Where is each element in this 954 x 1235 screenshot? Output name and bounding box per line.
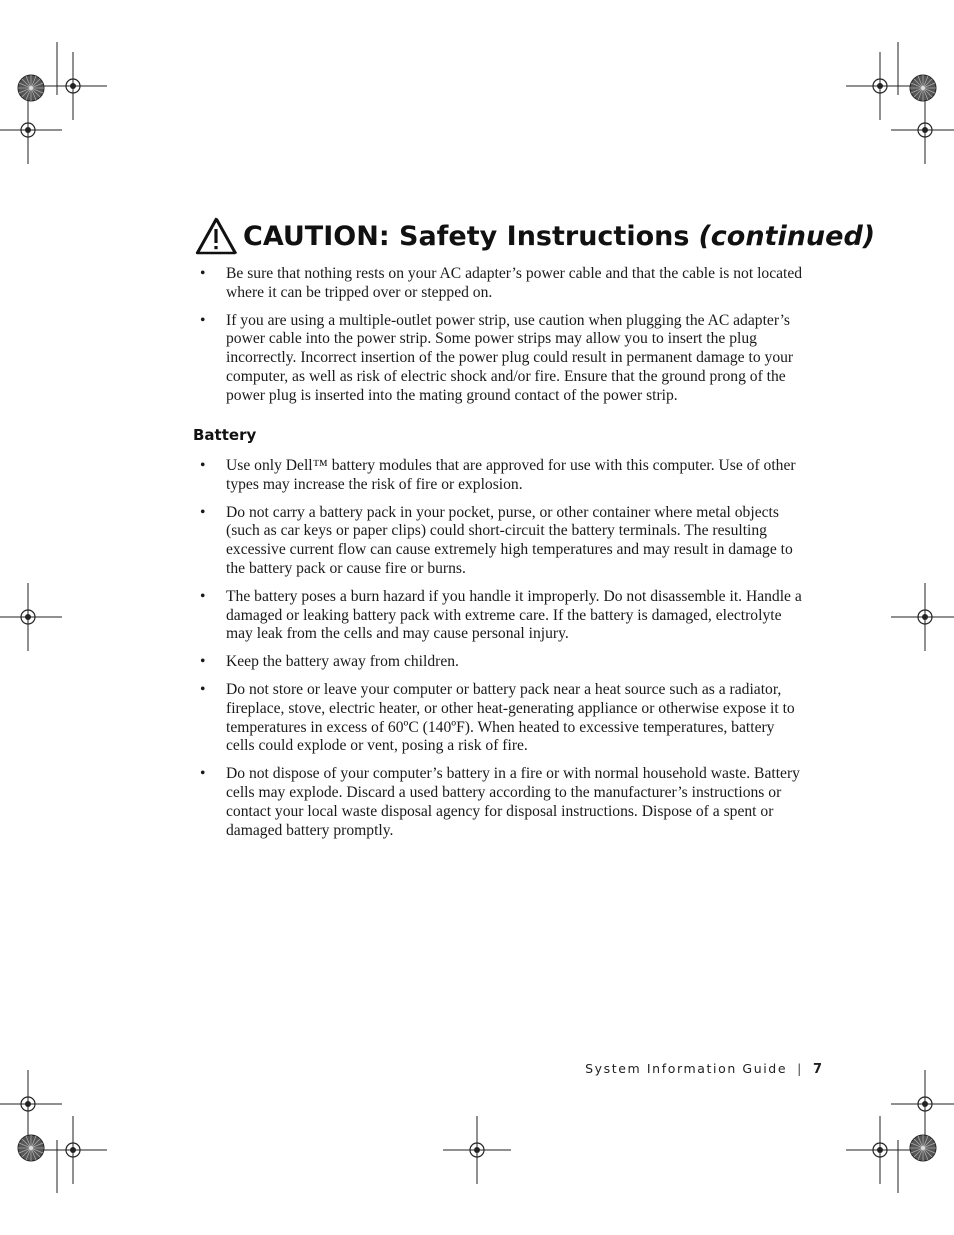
starburst-top-left [18,75,44,101]
starburst-top-right [910,75,936,101]
list-item: • Use only Dell™ battery modules that are approved for use with this computer. Use of other types may increase the risk of fire or explosion. [200,457,806,495]
crosshair-top-left [39,52,107,120]
list-item: • Do not store or leave your computer or battery pack near a heat source such as a radiator, fireplace, stove, electric heater, or other heat-generating appliance or otherwise expose it to temperatures in excess of 60ºC (140ºF). When heated to excessive temperatures, battery cells could explode or vent, posing a risk of fire. [200,681,806,756]
starburst-bottom-left [18,1135,44,1161]
crosshair-left-upper [0,96,62,164]
crosshair-left-middle [0,583,62,651]
list-item: • Be sure that nothing rests on your AC adapter’s power cable and that the cable is not located where it can be tripped over or stepped on. [200,265,806,303]
page-heading [195,214,895,258]
power-cable-bullets [200,265,806,415]
crosshair-right-middle [891,583,954,651]
list-item: • Keep the battery away from children. [200,653,806,672]
warning-triangle-icon [195,217,237,255]
footer-guide-title: System Information Guide [585,1061,788,1076]
list-item: • The battery poses a burn hazard if you handle it improperly. Do not disassemble it. Handle a damaged or leaking battery pack with extreme care. If the battery is damaged, electrolyte may leak from the cells and may cause personal injury. [200,588,806,644]
crosshair-bottom-right [846,1116,914,1184]
crosshair-right-upper [891,96,954,164]
crosshair-bottom-left [39,1116,107,1184]
battery-heading: Battery [193,426,257,444]
list-item: • If you are using a multiple-outlet power strip, use caution when plugging the AC adapter’s power cable into the power strip. Some power strips may allow you to insert the plug incorrectly. Incorrect insertion of the power plug could result in permanent damage to your computer, as well as risk of electric shock and/or fire. Ensure that the ground prong of the power plug is inserted into the mating ground contact of the power strip. [200,312,806,406]
list-item: • Do not carry a battery pack in your pocket, purse, or other container where metal objects (such as car keys or paper clips) could short-circuit the battery terminals. The resulting excessive current flow can cause extremely high temperatures and may result in damage to the battery pack or cause fire or burns. [200,504,806,579]
crosshair-top-right [846,52,914,120]
heading-title: CAUTION: Safety Instructions [243,220,690,252]
list-item: • Do not dispose of your computer’s battery in a fire or with normal household waste. Battery cells may explode. Discard a used battery according to the manufacturer’s instructions or contact your local waste disposal agency for disposal instructions. Dispose of a spent or damaged battery promptly. [200,765,806,840]
heading-continued: (continued) [698,220,876,252]
crosshair-left-lower [0,1070,62,1138]
starburst-bottom-right [910,1135,936,1161]
battery-bullets [200,457,806,849]
footer-separator: | [797,1061,803,1076]
page-footer [560,1061,822,1077]
crosshair-right-lower [891,1070,954,1138]
crosshair-bottom-center [443,1116,511,1184]
page-number: 7 [812,1062,822,1077]
